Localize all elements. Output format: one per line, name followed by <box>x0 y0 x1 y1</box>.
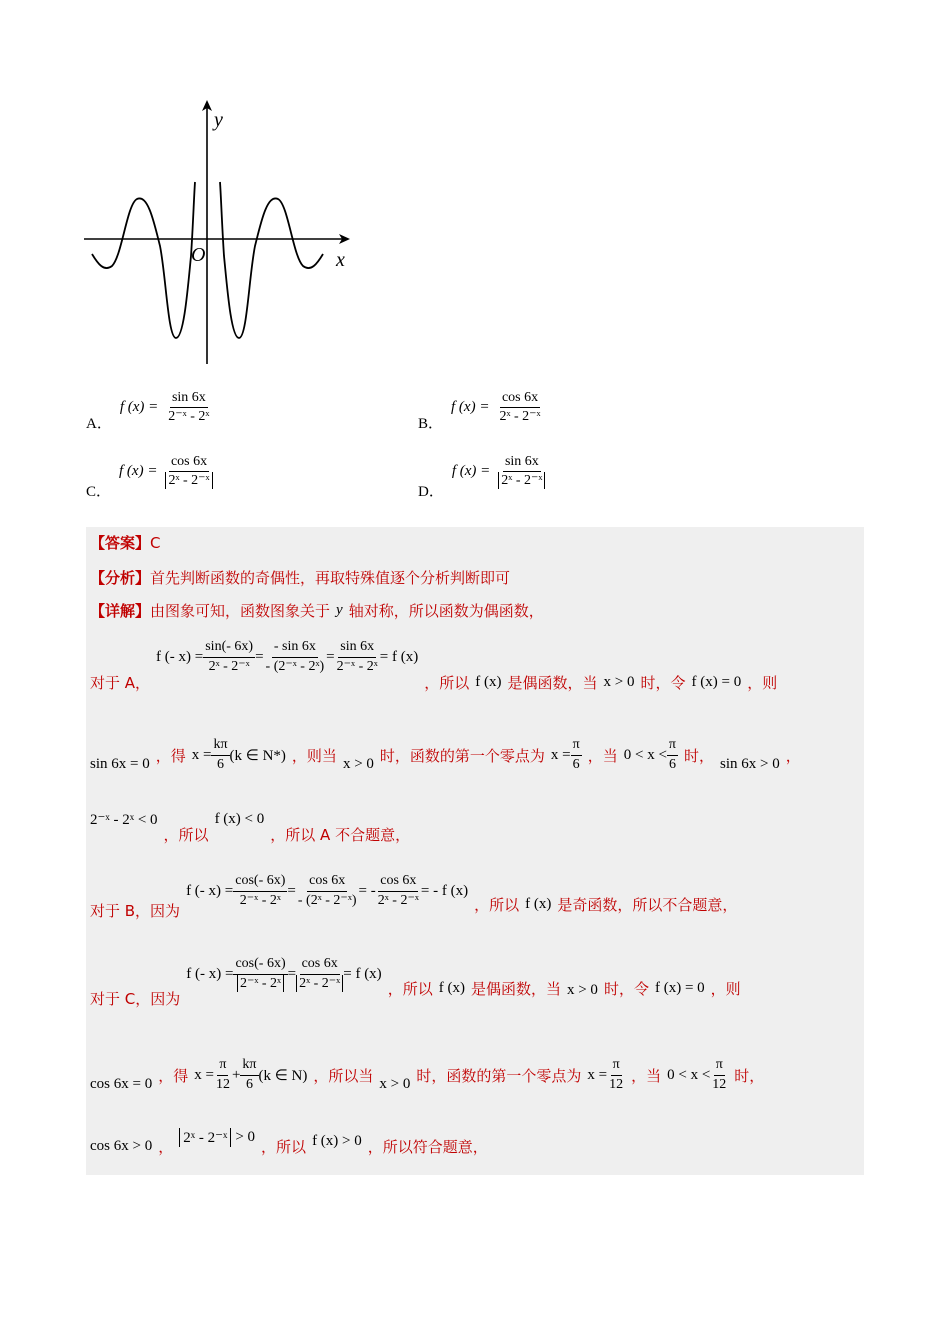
c2-t2: ，所以当 <box>313 1066 374 1085</box>
c3-t2: ，所以 <box>261 1137 307 1156</box>
x-axis-label: x <box>336 249 345 271</box>
option-a-analysis-2 <box>90 730 801 780</box>
a2-m3: x > 0 <box>342 755 374 772</box>
detail-tag: 【详解】 <box>90 602 151 620</box>
a3-t1: ，所以 <box>163 825 209 844</box>
a-equation: f (- x) = $\frac{\sin(- 6x)}{\text{2ˣ - 2⁻ˣ}}$ = $\frac{- \sin 6x}{\text{- (2⁻ˣ - 2ˣ)}}$ = $\frac{\sin 6x}{\text{2⁻ˣ - 2ˣ}}$ = f (x) <box>156 639 419 674</box>
origin-label: O <box>191 244 206 266</box>
a3-t2: ，所以 A 不合题意， <box>270 825 411 844</box>
c-t1: ，所以 <box>387 979 433 998</box>
a2-t1: ，得 <box>155 746 186 765</box>
option-b[interactable] <box>418 382 543 433</box>
analysis-text: 首先判断函数的奇偶性，再取特殊值逐个分析判断即可 <box>150 569 511 587</box>
option-fraction <box>165 454 212 489</box>
curve-right <box>220 182 323 338</box>
option-c-analysis-1 <box>90 948 741 1028</box>
detail-text-a: 由图象可知，函数图象关于 <box>150 602 331 620</box>
a2-t3: 时，函数的第一个零点为 <box>379 746 545 765</box>
numerator: cos 6x <box>500 390 540 408</box>
option-fraction <box>497 390 542 425</box>
c3-m3: f (x) > 0 <box>312 1132 362 1149</box>
c3-m1: cos 6x > 0 <box>90 1137 153 1154</box>
c-t4: ，则 <box>710 979 741 998</box>
b-t2: 是奇函数，所以不合题意， <box>557 895 738 914</box>
option-lhs: f (x) = <box>119 463 158 479</box>
a2-t6: ， <box>785 746 801 765</box>
c3-t3: ，所以符合题意， <box>367 1137 488 1156</box>
option-letter: B． <box>418 416 444 432</box>
c2-m2: x = $\frac{\pi}{12}$ + $\frac{k\pi}{6}$ (k ∈ N) <box>194 1057 308 1092</box>
c2-m1: cos 6x = 0 <box>90 1075 153 1092</box>
option-letter: A． <box>86 416 112 432</box>
c2-m5: 0 < x < $\frac{\pi}{12}$ <box>667 1057 727 1092</box>
b-prefix: 对于 B，因为 <box>90 901 181 920</box>
a-text-1: ，所以 <box>424 673 470 692</box>
analysis-line <box>90 567 510 588</box>
function-graph <box>80 96 360 370</box>
a-fx: f (x) <box>475 673 502 690</box>
option-c-analysis-3 <box>90 1126 488 1166</box>
numerator: sin 6x <box>503 454 541 472</box>
a2-m2: x = $\frac{k\pi}{6}$ (k ∈ N*) <box>191 737 286 772</box>
a2-t4: ，当 <box>587 746 618 765</box>
detail-line <box>90 600 544 621</box>
a-text-2: 是偶函数，当 <box>507 673 598 692</box>
option-b-analysis <box>90 866 737 942</box>
option-letter: D． <box>418 484 444 500</box>
c3-m2: 2ˣ - 2⁻ˣ > 0 <box>179 1128 255 1147</box>
answer-tag: 【答案】 <box>90 534 151 552</box>
c2-t4: ，当 <box>631 1066 662 1085</box>
curve-left <box>92 182 195 338</box>
option-lhs: f (x) = <box>451 399 490 415</box>
a-frac-2: $\frac{- \sin 6x}{\text{- (2⁻ˣ - 2ˣ)}}$ <box>265 639 325 674</box>
c-equation: f (- x) = $\frac{\cos(- 6x)}{\text{2⁻ˣ - 2ˣ}}$ = $\frac{\cos 6x}{\text{2ˣ - 2⁻ˣ}}$ = f (x) <box>186 956 382 991</box>
option-a-analysis-1 <box>90 632 777 708</box>
denominator: 2⁻ˣ - 2ˣ <box>168 409 210 424</box>
a2-m4: x = $\frac{\pi}{6}$ <box>550 737 580 772</box>
c2-m3: x > 0 <box>379 1075 411 1092</box>
a2-t2: ，则当 <box>291 746 337 765</box>
a-text-3: 时，令 <box>640 673 686 692</box>
option-a[interactable] <box>86 382 211 433</box>
b-fx: f (x) <box>525 895 552 912</box>
option-lhs: f (x) = <box>119 399 159 415</box>
c-zero: f (x) = 0 <box>654 979 705 996</box>
a2-m5: 0 < x < $\frac{\pi}{6}$ <box>623 737 676 772</box>
c-cond: x > 0 <box>566 981 598 998</box>
a-zero: f (x) = 0 <box>691 673 742 690</box>
option-c[interactable] <box>86 442 213 501</box>
a-prefix: 对于 A， <box>90 673 151 692</box>
denominator: 2ˣ - 2⁻ˣ <box>499 409 541 424</box>
a2-m6: sin 6x > 0 <box>720 755 780 772</box>
c2-t3: 时，函数的第一个零点为 <box>416 1066 582 1085</box>
c2-m4: x = $\frac{\pi}{12}$ <box>587 1057 624 1092</box>
c-t3: 时，令 <box>603 979 649 998</box>
numerator: cos 6x <box>169 454 209 472</box>
c-prefix: 对于 C，因为 <box>90 989 181 1008</box>
c3-t1: ， <box>158 1137 174 1156</box>
option-letter: C． <box>86 484 112 500</box>
option-fraction <box>498 454 545 489</box>
a-cond: x > 0 <box>603 673 635 690</box>
c-t2: 是偶函数，当 <box>470 979 561 998</box>
a-frac-1: $\frac{\sin(- 6x)}{\text{2ˣ - 2⁻ˣ}}$ <box>205 639 254 674</box>
denominator: 2ˣ - 2⁻ˣ <box>498 472 545 489</box>
a-text-4: ，则 <box>747 673 778 692</box>
a3-m1: 2⁻ˣ - 2ˣ < 0 <box>90 811 158 828</box>
option-fraction <box>166 390 211 425</box>
c-fx: f (x) <box>438 979 465 996</box>
b-t1: ，所以 <box>474 895 520 914</box>
a3-m2: f (x) < 0 <box>214 810 265 827</box>
c2-t5: 时， <box>734 1066 765 1085</box>
y-axis-label: y <box>214 109 223 131</box>
detail-text-b: 轴对称，所以函数为偶函数， <box>348 602 544 620</box>
option-d[interactable] <box>418 442 545 501</box>
denominator: 2ˣ - 2⁻ˣ <box>165 472 212 489</box>
detail-y: y <box>336 602 343 618</box>
option-a-analysis-3 <box>90 806 410 846</box>
analysis-tag: 【分析】 <box>90 569 151 587</box>
option-lhs: f (x) = <box>451 463 491 479</box>
a2-m1: sin 6x = 0 <box>90 755 150 772</box>
answer-line <box>90 532 161 553</box>
numerator: sin 6x <box>170 390 208 408</box>
option-c-analysis-2 <box>90 1050 764 1100</box>
b-equation: f (- x) = $\frac{\cos(- 6x)}{\text{2⁻ˣ - 2ˣ}}$ = $\frac{\cos 6x}{\text{- (2ˣ - 2⁻ˣ)}}$ = - $\frac{\cos 6x}{\text{2ˣ - 2⁻ˣ}}$ = - f (x) <box>186 873 469 908</box>
a2-t5: 时， <box>683 746 714 765</box>
answer-value: C <box>150 533 161 552</box>
a-frac-3: $\frac{\sin 6x}{\text{2⁻ˣ - 2ˣ}}$ <box>336 639 378 674</box>
c2-t1: ，得 <box>158 1066 189 1085</box>
